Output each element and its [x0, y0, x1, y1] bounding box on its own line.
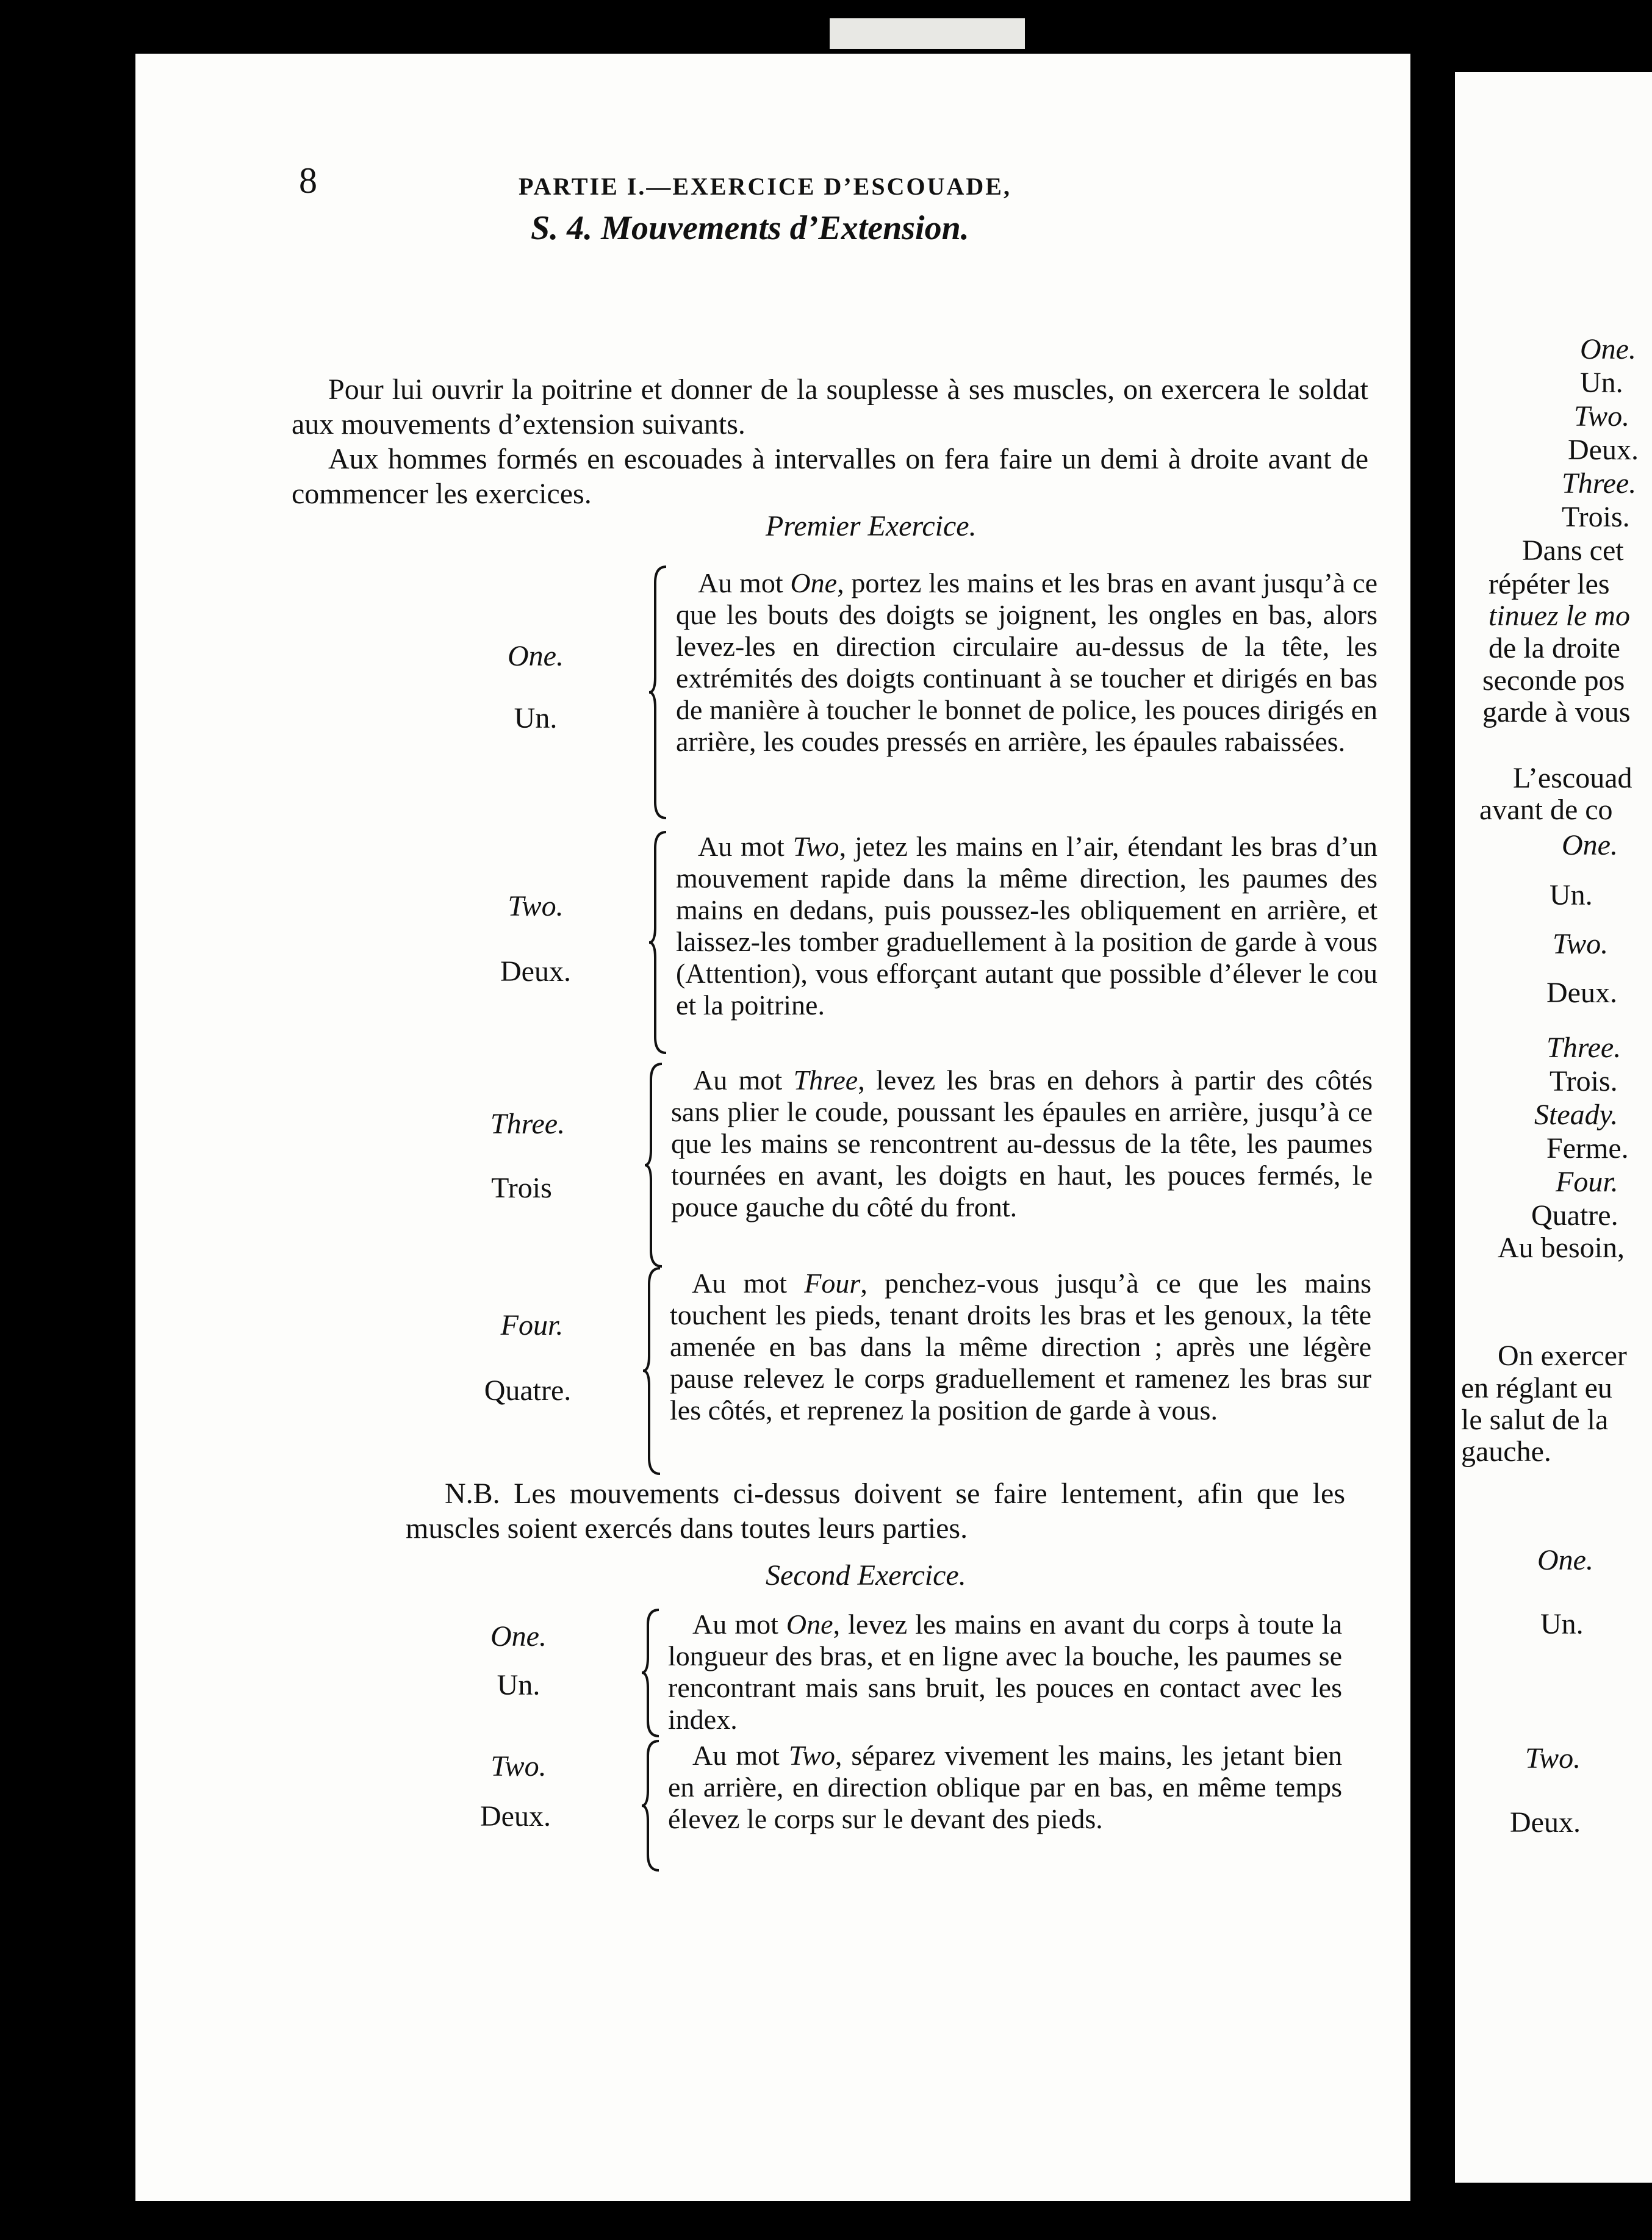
right-page-line: Four.: [1556, 1166, 1618, 1198]
right-page-line: Two.: [1525, 1742, 1581, 1775]
cmd-en-2: Two.: [508, 890, 564, 922]
right-page-line: On exercer: [1498, 1340, 1627, 1372]
cmd2-en-1: One.: [490, 1620, 547, 1653]
cmd2-fr-1: Un.: [497, 1669, 540, 1701]
exercise-text-1: Au mot One, portez les mains et les bras en avant jusqu’à ce que les bouts des doigts se joignent, les ongles en bas, alors levez-les en direction circulaire au-dessus de la tête, les extrémités des doigts continuant à se toucher et dirigés en bas de manière à toucher le bonnet de police, les pouces dirigés en arrière, les coudes pressés en arrière, les épaules rabaissées.: [676, 567, 1378, 757]
exercise-text-4: Au mot Four, penchez-vous jusqu’à ce que les mains touchent les pieds, tenant droits les bras et les genoux, la tête amenée en bas dans la même direction ; après une légère pause relevez le corps graduellement et ramenez les bras sur les côtés, et reprenez la position de garde à vous.: [670, 1268, 1371, 1426]
brace-6: [641, 1739, 665, 1873]
exercise-text-2: Au mot Two, jetez les mains en l’air, étendant les bras d’un mouvement rapide dans la même direction, les paumes des mains en dedans, puis poussez-les obliquement en arrière, et laissez-les tomber graduellement à la position de garde à vous (Attention), vous efforçant autant que possible d’élever le cou et la poitrine.: [676, 831, 1378, 1021]
brace-2: [648, 830, 672, 1055]
running-head: PARTIE I.—EXERCICE D’ESCOUADE,: [519, 173, 1011, 200]
right-page-line: Dans cet: [1522, 534, 1624, 567]
right-page-line: Three.: [1562, 467, 1637, 500]
cmd-en-4: Four.: [500, 1309, 564, 1341]
right-page: [1455, 72, 1652, 2183]
brace-1: [648, 564, 672, 820]
right-page-line: Deux.: [1546, 977, 1617, 1009]
right-page-line: garde à vous: [1482, 696, 1631, 728]
right-page-line: Un.: [1540, 1608, 1584, 1640]
right-page-line: One.: [1537, 1544, 1593, 1576]
cmd-en-1: One.: [508, 640, 564, 672]
intro-paragraph-1: Pour lui ouvrir la poitrine et donner de la souplesse à ses muscles, on exercera le soldat aux mouvements d’extension suivants.: [292, 373, 1368, 440]
second-exercise-title: Second Exercice.: [766, 1559, 966, 1592]
exercise2-text-1: Au mot One, levez les mains en avant du corps à toute la longueur des bras, et en ligne avec la bouche, les paumes se rencontrant mais sans bruit, les pouces en contact avec les index.: [668, 1609, 1342, 1735]
right-page-line: One.: [1562, 829, 1618, 861]
right-page-line: Un.: [1550, 879, 1593, 911]
right-page-line: Quatre.: [1531, 1199, 1618, 1232]
brace-3: [644, 1061, 668, 1269]
right-page-line: gauche.: [1461, 1435, 1551, 1468]
right-page-line: Deux.: [1510, 1806, 1581, 1839]
right-page-line: seconde pos: [1482, 664, 1625, 697]
exercise-text-3: Au mot Three, levez les bras en dehors à partir des côtés sans plier le coude, poussant les épaules en arrière, jusqu’à ce que les mains se rencontrent au-dessus de la tête, les paumes tournées en avant, les doigts en haut, les pouces fermés, le pouce gauche du côté du front.: [671, 1064, 1373, 1222]
right-page-line: avant de co: [1479, 794, 1613, 826]
first-exercise-title: Premier Exercice.: [766, 510, 977, 542]
cmd2-en-2: Two.: [490, 1750, 547, 1782]
right-page-line: en réglant eu: [1461, 1372, 1612, 1404]
brace-4: [642, 1266, 666, 1476]
right-page-line: Three.: [1546, 1032, 1621, 1064]
right-page-line: Au besoin,: [1498, 1232, 1625, 1264]
page-number: 8: [299, 160, 317, 201]
nb-paragraph: N.B. Les mouvements ci-dessus doivent se faire lentement, afin que les muscles soient exercés dans toutes leurs parties.: [406, 1477, 1345, 1545]
cmd2-fr-2: Deux.: [480, 1800, 551, 1833]
right-page-line: One.: [1580, 333, 1636, 365]
right-page-line: Deux.: [1568, 434, 1639, 466]
right-page-line: Ferme.: [1546, 1132, 1629, 1165]
right-page-line: Two.: [1553, 928, 1609, 960]
right-page-line: répéter les: [1489, 568, 1610, 600]
cmd-fr-2: Deux.: [500, 955, 571, 988]
exercise2-text-2: Au mot Two, séparez vivement les mains, les jetant bien en arrière, en direction oblique par en bas, en même temps élevez le corps sur le devant des pieds.: [668, 1740, 1342, 1834]
cmd-fr-1: Un.: [514, 702, 558, 734]
right-page-line: Trois.: [1550, 1065, 1618, 1097]
cmd-fr-4: Quatre.: [484, 1374, 572, 1407]
right-page-line: Steady.: [1534, 1099, 1618, 1131]
right-page-line: L’escouad: [1513, 762, 1632, 794]
cmd-en-3: Three.: [490, 1108, 566, 1140]
right-page-line: tinuez le mo: [1489, 600, 1630, 632]
top-scrap: [830, 18, 1025, 49]
brace-5: [641, 1607, 665, 1739]
right-page-line: de la droite: [1489, 632, 1620, 664]
right-page-line: le salut de la: [1461, 1404, 1609, 1436]
right-page-line: Un.: [1580, 367, 1623, 399]
cmd-fr-3: Trois: [491, 1172, 552, 1204]
intro-paragraph-2: Aux hommes formés en escouades à intervalles on fera faire un demi à droite avant de commencer les exercices.: [292, 443, 1368, 510]
right-page-line: Trois.: [1562, 501, 1630, 533]
right-page-line: Two.: [1574, 400, 1630, 433]
section-title: S. 4. Mouvements d’Extension.: [531, 209, 969, 247]
